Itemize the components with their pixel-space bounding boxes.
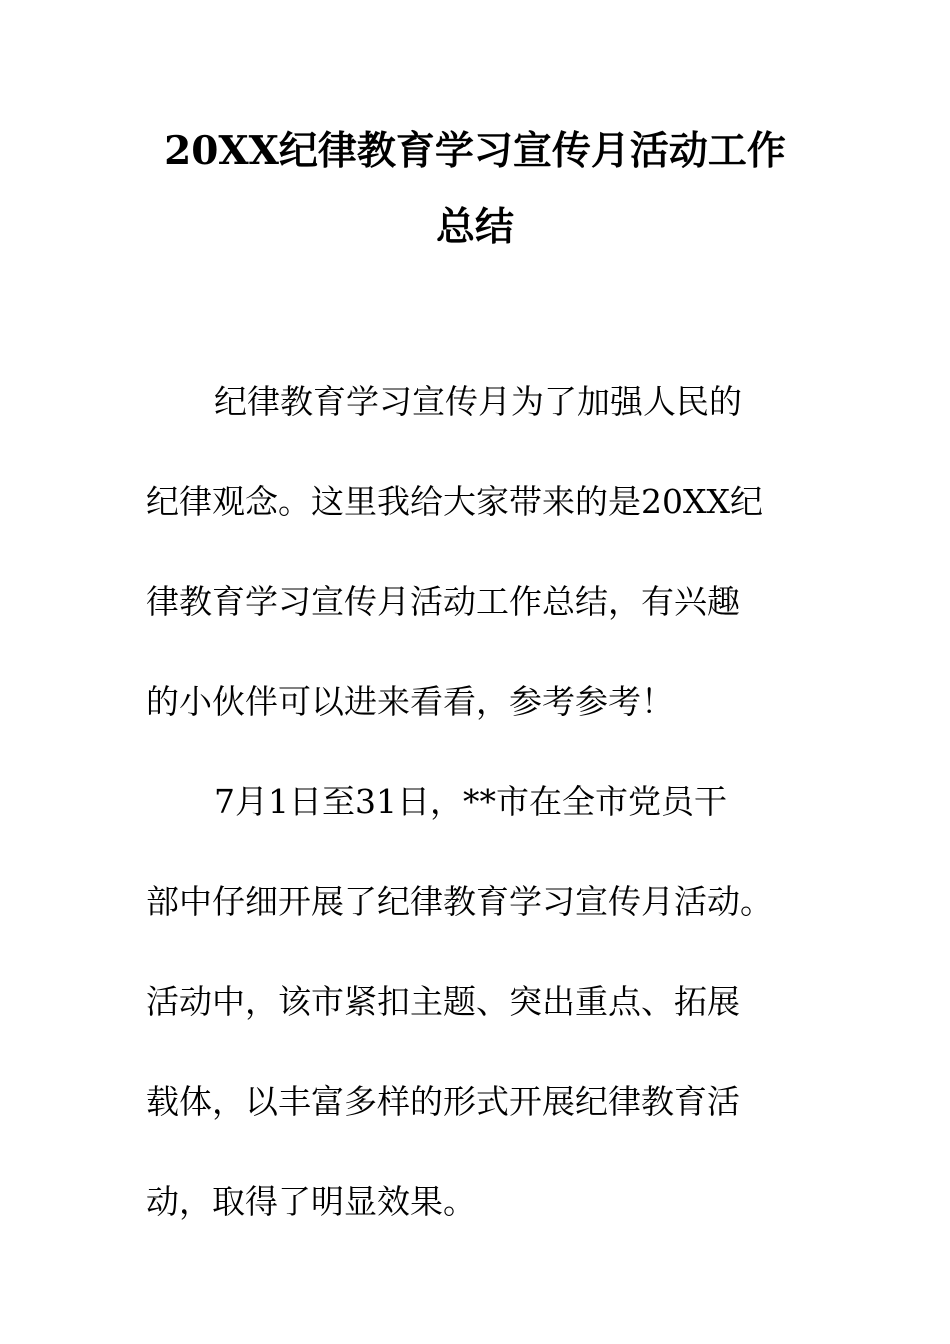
paragraph-1-line-1: 纪律教育学习宣传月为了加强人民的	[214, 382, 742, 421]
paragraph-1-line-4: 的小伙伴可以进来看看，参考参考！	[146, 682, 674, 721]
paragraph-2-line-1: 7月1日至31日，**市在全市党员干	[214, 782, 727, 821]
paragraph-1-line-3: 律教育学习宣传月活动工作总结，有兴趣	[146, 582, 740, 621]
document-title-line-2: 总结	[435, 204, 514, 250]
paragraph-2-line-4: 载体，以丰富多样的形式开展纪律教育活	[146, 1082, 740, 1121]
paragraph-2-line-3: 活动中，该市紧扣主题、突出重点、拓展	[146, 982, 740, 1021]
document-title-line-1: 20XX纪律教育学习宣传月活动工作	[164, 128, 786, 174]
paragraph-2-line-2: 部中仔细开展了纪律教育学习宣传月活动。	[146, 882, 773, 921]
paragraph-2-line-5: 动，取得了明显效果。	[146, 1182, 476, 1221]
paragraph-1-line-2: 纪律观念。这里我给大家带来的是20XX纪	[146, 482, 763, 521]
